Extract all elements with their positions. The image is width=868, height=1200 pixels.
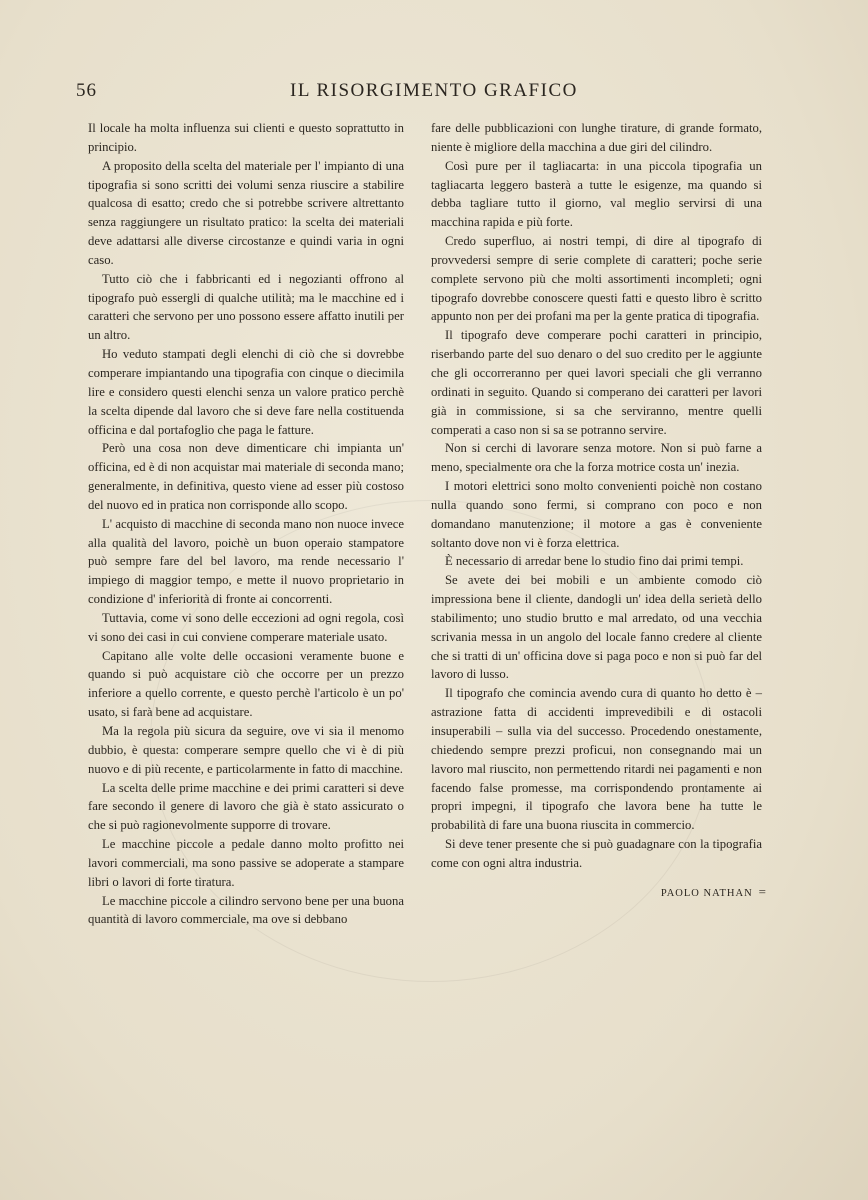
paragraph: Capitano alle volte delle occasioni veramente buone e quando si può acquistare ciò che occorre per un prezzo inferiore a quello corrente, e questo perchè l'articolo è un po' usato, si farà bene ad acquistare. <box>88 648 404 720</box>
paragraph: Non si cerchi di lavorare senza motore. Non si può farne a meno, specialmente ora che la forza motrice costa un' inezia. <box>431 441 762 475</box>
paragraph: L' acquisto di macchine di seconda mano non nuoce invece alla qualità del lavoro, poichè un buon operaio stampatore può sempre fare del bel lavoro, ma rende necessario l' impiego di maggior tempo, e mette il nuovo proprietario in condizione d' inferiorità di fronte ai concorrenti. <box>88 516 404 607</box>
right-column <box>431 119 762 873</box>
paragraph: Il tipografo deve comperare pochi caratteri in principio, riserbando parte del suo denaro o del suo credito per le aggiunte che gli occorreranno per quei lavori speciali che gli verranno ordinati in seguito. Quando si comperano dei caratteri per lavori già in commissione, si sa che serviranno, mentre quelli comperati a caso non si sa se potranno servire. <box>431 328 762 437</box>
left-column <box>88 119 404 929</box>
paragraph: Tutto ciò che i fabbricanti ed i negozianti offrono al tipografo può essergli di qualche utilità; ma le macchine ed i caratteri che servono per uno possono essere affatto inutili per un altro. <box>88 271 404 343</box>
end-mark: = <box>758 884 766 899</box>
paragraph: Però una cosa non deve dimenticare chi impianta un' officina, ed è di non acquistar mai materiale di seconda mano; generalmente, in definitiva, questo viene ad esser più costoso del nuovo ed in pratica non corrisponde allo scopo. <box>88 441 404 512</box>
paragraph: Il tipografo che comincia avendo cura di quanto ho detto è – astrazione fatta di accidenti imprevedibili e di ostacoli insuperabili – sulla via del successo. Procedendo onestamente, chiedendo sempre prezzi proficui, non consegnando mai un lavoro mal riuscito, non permettendo ritardi nei pagamenti e non facendo false promesse, ma corrispondendo prontamente ai propri impegni, il tipografo che lavora bene ha tutte le probabilità di fare una buona riuscita in commercio. <box>431 686 762 833</box>
paragraph: Il locale ha molta influenza sui clienti e questo soprattutto in principio. <box>88 121 404 154</box>
paragraph: Le macchine piccole a cilindro servono bene per una buona quantità di lavoro commerciale, ma ove si debbano <box>88 893 404 927</box>
paragraph: Le macchine piccole a pedale danno molto profitto nei lavori commerciali, ma sono passive se adoperate a stampare libri o lavori di forte tiratura. <box>88 837 404 889</box>
paragraph: fare delle pubblicazioni con lunghe tirature, di grande formato, niente è migliore della macchina a due giri del cilindro. <box>431 121 762 154</box>
paragraph: Credo superfluo, ai nostri tempi, di dire al tipografo di provvedersi sempre di serie complete di caratteri; poche serie complete servono più che molti assortimenti incompleti; ogni tipografo dovrebbe conoscere questi fatti e questo libro è scritto appunto non per dei profani ma per la gente pratica di tipografia. <box>431 234 762 324</box>
paragraph: È necessario di arredar bene lo studio fino dai primi tempi. <box>445 554 744 569</box>
paragraph: La scelta delle prime macchine e dei primi caratteri si deve fare secondo il genere di lavoro che già è stato assicurato o che si può ragionevolmente supporre di trovare. <box>88 780 404 833</box>
paragraph: Così pure per il tagliacarta: in una piccola tipografia un tagliacarta leggero basterà a tutte le esigenze, ma quando si debba tagliare tutto il giorno, val meglio servirsi di una macchina rapida e più forte. <box>431 158 762 230</box>
page-number: 56 <box>76 80 97 101</box>
paragraph: A proposito della scelta del materiale per l' impianto di una tipografia si sono scritti dei volumi senza riuscire a stabilire qualcosa di esatto; credo che si potrebbe scrivere altrettanto senza raggiungere un risultato pratico: la scelta dei materiali deve adattarsi alle diverse circostanze e quindi varia in ogni caso. <box>88 158 404 267</box>
paragraph: Se avete dei bei mobili e un ambiente comodo ciò impressiona bene il cliente, dandogli un' idea della serietà dello stabilimento; uno studio brutto e mal arredato, od una vecchia scrivania messa in un angolo del locale fanno credere al cliente che si tratti di un' officina dove si paga poco e non si può far del lavoro di lusso. <box>431 573 762 682</box>
page-header <box>72 80 762 106</box>
author-signature <box>626 884 766 900</box>
author-name: PAOLO NATHAN <box>660 888 753 899</box>
paragraph: I motori elettrici sono molto convenienti poichè non costano nulla quando sono fermi, si comprano con poco e non domandano manutenzione; il motore a gas è conveniente soltanto dove non vi è forza elettrica. <box>431 479 762 550</box>
paragraph: Ma la regola più sicura da seguire, ove vi sia il menomo dubbio, è questa: comperare sempre quello che vi è di più nuovo e di più recente, e particolarmente in fatto di macchine. <box>88 724 404 776</box>
paragraph: Ho veduto stampati degli elenchi di ciò che si dovrebbe comperare impiantando una tipografia con cinque o diecimila lire e considero questi elenchi senza un valore pratico perchè la scelta dipende dal lavoro che si deve fare nella costituenda officina e dal portafoglio che paga le fatture. <box>88 347 404 437</box>
paragraph: Si deve tener presente che si può guadagnare con la tipografia come con ogni altra industria. <box>431 837 762 870</box>
paragraph: Tuttavia, come vi sono delle eccezioni ad ogni regola, così vi sono dei casi in cui conviene comperare materiale usato. <box>88 610 404 644</box>
running-title: IL RISORGIMENTO GRAFICO <box>290 80 578 101</box>
